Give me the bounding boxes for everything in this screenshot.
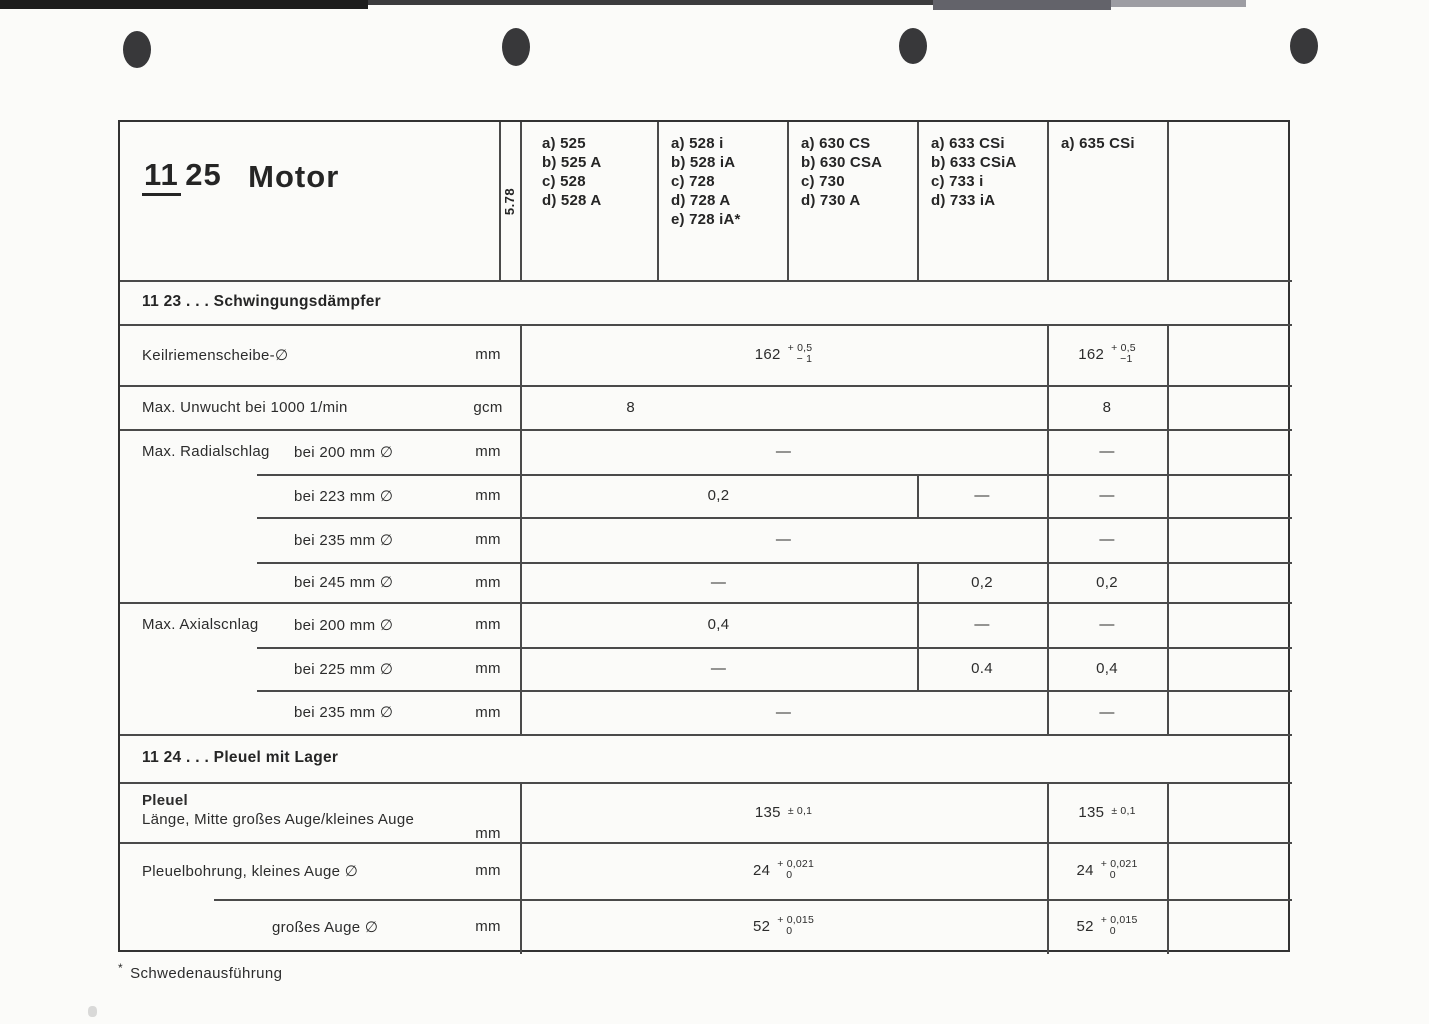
scan-edge-bar-light <box>1111 0 1246 7</box>
punch-hole <box>502 28 530 66</box>
value-content <box>752 857 815 882</box>
unit-label: mm <box>475 703 501 721</box>
table-vertical-line <box>1047 122 1049 280</box>
value-cell <box>917 602 1047 647</box>
model-list-item: d) 728 A <box>671 192 731 209</box>
value-cell <box>520 899 1047 954</box>
value-content <box>1096 574 1118 591</box>
model-list-item: a) 528 i <box>671 135 724 152</box>
value-cell <box>1047 782 1167 842</box>
value-number: 135 <box>1078 803 1105 821</box>
section-heading: 11 24 . . . Pleuel mit Lager <box>142 749 339 766</box>
unit-label: mm <box>475 862 501 879</box>
row-sublabel: bei 200 mm ∅ <box>294 616 394 634</box>
section-number: 11 <box>142 157 181 196</box>
row-label-bold: Pleuel <box>142 792 188 809</box>
row-group-label: Max. Axialscnlag <box>142 616 259 633</box>
model-list-item: b) 630 CSA <box>801 154 883 171</box>
value-number: 162 <box>754 346 781 363</box>
row-group-label: Max. Radialschlag <box>142 443 270 460</box>
model-list-item: d) 528 A <box>542 192 602 209</box>
value-content <box>776 443 791 460</box>
spec-row <box>120 385 1292 429</box>
section-page-fraction <box>142 158 222 192</box>
value-cell <box>520 562 917 602</box>
tolerance-lower: 0 <box>1109 924 1116 937</box>
row-sublabel: bei 200 mm ∅ <box>294 443 394 461</box>
value-cell <box>1047 517 1167 562</box>
model-list-item: c) 528 <box>542 173 586 190</box>
page-title: Motor <box>248 159 340 194</box>
spec-row <box>120 602 1292 647</box>
unit-label: mm <box>475 573 501 591</box>
value-content <box>971 574 993 591</box>
unit-label: mm <box>475 443 501 460</box>
value-cell <box>917 647 1047 690</box>
tolerance-lower: 0 <box>1109 868 1116 881</box>
tolerance-upper: + 0,015 <box>1100 913 1138 926</box>
punch-hole <box>123 31 151 68</box>
value-number: 135 <box>754 803 781 821</box>
spec-row <box>120 647 1292 690</box>
table-vertical-line <box>520 122 522 280</box>
value-content <box>776 704 791 721</box>
model-list <box>1061 134 1135 153</box>
page-number: 25 <box>185 157 222 192</box>
value-content <box>776 531 791 548</box>
tolerance-stack <box>1101 915 1138 937</box>
table-vertical-line <box>1167 122 1169 280</box>
row-sublabel: bei 225 mm ∅ <box>294 660 394 678</box>
value-content <box>1099 443 1114 460</box>
unit-label: gcm <box>473 398 503 416</box>
value-cell <box>520 842 1047 899</box>
value-content <box>711 574 726 591</box>
spec-row <box>120 429 1292 474</box>
model-list-item: c) 728 <box>671 173 715 190</box>
unit-label: mm <box>475 531 501 548</box>
tolerance-upper: ± 0,1 <box>787 804 813 817</box>
unit-label: mm <box>475 660 501 677</box>
unit-label: mm <box>475 918 501 935</box>
row-label: Max. Unwucht bei 1000 1/min <box>142 398 348 416</box>
value-content <box>754 341 813 366</box>
value-content <box>708 616 730 633</box>
value-number: 0,2 <box>707 487 730 504</box>
row-sublabel: bei 235 mm ∅ <box>294 531 394 549</box>
model-list-item: a) 630 CS <box>801 135 871 152</box>
value-content <box>626 399 635 416</box>
value-content <box>1103 399 1112 416</box>
value-number: 0.4 <box>971 660 993 677</box>
value-cell <box>1047 647 1167 690</box>
tolerance-stack <box>788 343 813 365</box>
value-number: 8 <box>1102 398 1112 416</box>
value-cell <box>917 474 1047 517</box>
tolerance-lower: 0 <box>786 924 793 937</box>
unit-label: mm <box>475 825 501 842</box>
value-cell <box>520 385 1047 429</box>
no-value-dash: — <box>710 573 727 591</box>
no-value-dash: — <box>775 531 792 548</box>
unit-label: mm <box>475 346 501 363</box>
section-band <box>120 280 1292 324</box>
value-cell <box>520 474 917 517</box>
section-band <box>120 734 1292 782</box>
table-vertical-line <box>917 122 919 280</box>
value-content <box>1099 487 1114 504</box>
value-number: 52 <box>752 918 771 935</box>
value-content <box>1076 913 1138 938</box>
model-list-item: a) 635 CSi <box>1061 135 1135 152</box>
no-value-dash: — <box>1099 487 1115 504</box>
footnote-text: Schwedenausführung <box>130 965 283 982</box>
value-content <box>1076 857 1138 882</box>
value-number: 162 <box>1078 346 1105 363</box>
punch-hole <box>1290 28 1318 64</box>
no-value-dash: — <box>974 616 990 633</box>
value-content <box>974 487 989 504</box>
tolerance-stack <box>788 806 812 817</box>
tolerance-stack <box>777 859 814 881</box>
edition-date-column <box>499 122 520 280</box>
model-list-item: b) 528 iA <box>671 154 736 171</box>
value-cell <box>520 324 1047 385</box>
spec-row <box>120 474 1292 517</box>
value-number: 24 <box>1076 862 1094 879</box>
value-content <box>971 660 993 677</box>
value-content <box>1078 804 1135 821</box>
tolerance-stack <box>1111 806 1135 817</box>
row-sublabel: bei 223 mm ∅ <box>294 487 394 505</box>
model-list-item: b) 525 A <box>542 154 602 171</box>
row-label: Pleuelbohrung, kleines Auge ∅ <box>142 862 359 880</box>
spec-row <box>120 899 1292 954</box>
row-label-block <box>142 782 414 851</box>
page-title-block <box>142 158 339 195</box>
value-number: 8 <box>626 398 635 416</box>
no-value-dash: — <box>710 660 727 677</box>
value-content <box>1096 660 1118 677</box>
no-value-dash: — <box>1099 616 1115 633</box>
value-cell <box>1047 690 1167 734</box>
table-vertical-line <box>787 122 789 280</box>
spec-row <box>120 782 1292 842</box>
value-cell <box>520 647 917 690</box>
model-list-item: c) 730 <box>801 173 845 190</box>
tolerance-upper: ± 0,1 <box>1111 804 1136 817</box>
tolerance-upper: + 0,5 <box>787 341 813 354</box>
value-cell <box>520 517 1047 562</box>
footnote <box>118 961 282 982</box>
tolerance-upper: + 0,021 <box>1100 857 1138 870</box>
spec-row <box>120 690 1292 734</box>
value-content <box>708 487 730 504</box>
value-cell <box>1047 899 1167 954</box>
scan-smudge <box>88 1006 97 1017</box>
no-value-dash: — <box>1099 703 1115 721</box>
model-list-item: a) 633 CSi <box>931 135 1005 152</box>
value-cell <box>1047 429 1167 474</box>
model-list-item: a) 525 <box>542 135 586 152</box>
spec-row <box>120 324 1292 385</box>
row-label: Keilriemenscheibe-∅ <box>142 346 289 364</box>
value-cell <box>520 782 1047 842</box>
value-cell <box>917 562 1047 602</box>
no-value-dash: — <box>775 443 792 460</box>
value-cell <box>520 429 1047 474</box>
row-sublabel: bei 245 mm ∅ <box>294 574 394 591</box>
value-number: 0,4 <box>1096 660 1118 677</box>
tolerance-lower: 0 <box>786 868 793 881</box>
row-sublabel: bei 235 mm ∅ <box>294 704 394 721</box>
model-list-item: d) 733 iA <box>931 192 996 209</box>
spec-table <box>118 120 1290 952</box>
scan-edge-bar-mid <box>368 0 933 5</box>
edition-date: 5.78 <box>502 187 517 215</box>
tolerance-lower: −1 <box>1120 352 1133 365</box>
value-content <box>1099 616 1114 633</box>
no-value-dash: — <box>974 487 990 504</box>
tolerance-upper: + 0,015 <box>777 913 815 926</box>
value-cell <box>1047 324 1167 385</box>
value-content <box>1099 531 1114 548</box>
punch-hole <box>899 28 927 64</box>
footnote-marker: * <box>118 961 124 975</box>
tolerance-stack <box>1111 343 1136 365</box>
model-list-item: e) 728 iA* <box>671 211 741 228</box>
model-list <box>931 134 1017 210</box>
value-cell <box>1047 474 1167 517</box>
value-number: 52 <box>1076 918 1094 935</box>
scan-edge-bar-dark <box>0 0 368 9</box>
value-cell <box>520 690 1047 734</box>
table-vertical-line <box>499 122 501 280</box>
value-cell <box>1047 385 1167 429</box>
spec-row <box>120 562 1292 602</box>
model-list <box>671 134 741 229</box>
scan-edge-bar-gray <box>933 0 1111 10</box>
value-content <box>755 804 812 821</box>
row-sublabel: großes Auge ∅ <box>272 918 379 936</box>
value-number: 0,2 <box>1096 573 1118 591</box>
value-number: 24 <box>752 862 771 879</box>
tolerance-upper: + 0,5 <box>1111 341 1136 354</box>
value-number: 0,2 <box>971 573 993 591</box>
value-cell <box>520 602 917 647</box>
model-list-item: c) 733 i <box>931 173 984 190</box>
tolerance-upper: + 0,021 <box>777 857 815 870</box>
tolerance-stack <box>777 915 814 937</box>
spec-row <box>120 517 1292 562</box>
unit-label: mm <box>475 487 501 504</box>
model-list <box>542 134 601 210</box>
value-content <box>711 660 726 677</box>
value-cell <box>1047 842 1167 899</box>
no-value-dash: — <box>1099 531 1115 548</box>
tolerance-stack <box>1101 859 1138 881</box>
value-content <box>1078 341 1136 366</box>
section-heading: 11 23 . . . Schwingungsdämpfer <box>142 293 381 310</box>
model-list <box>801 134 882 210</box>
table-vertical-line <box>657 122 659 280</box>
tolerance-lower: − 1 <box>796 352 813 365</box>
no-value-dash: — <box>775 703 792 721</box>
value-content <box>752 913 815 938</box>
value-number: 0,4 <box>707 616 730 633</box>
model-list-item: b) 633 CSiA <box>931 154 1017 171</box>
value-cell <box>1047 602 1167 647</box>
no-value-dash: — <box>1099 443 1115 460</box>
value-content <box>974 616 989 633</box>
model-list-item: d) 730 A <box>801 192 861 209</box>
value-cell <box>1047 562 1167 602</box>
spec-row <box>120 842 1292 899</box>
row-label-line2: Länge, Mitte großes Auge/kleines Auge <box>142 811 415 828</box>
value-content <box>1099 704 1114 721</box>
unit-label: mm <box>475 616 501 633</box>
